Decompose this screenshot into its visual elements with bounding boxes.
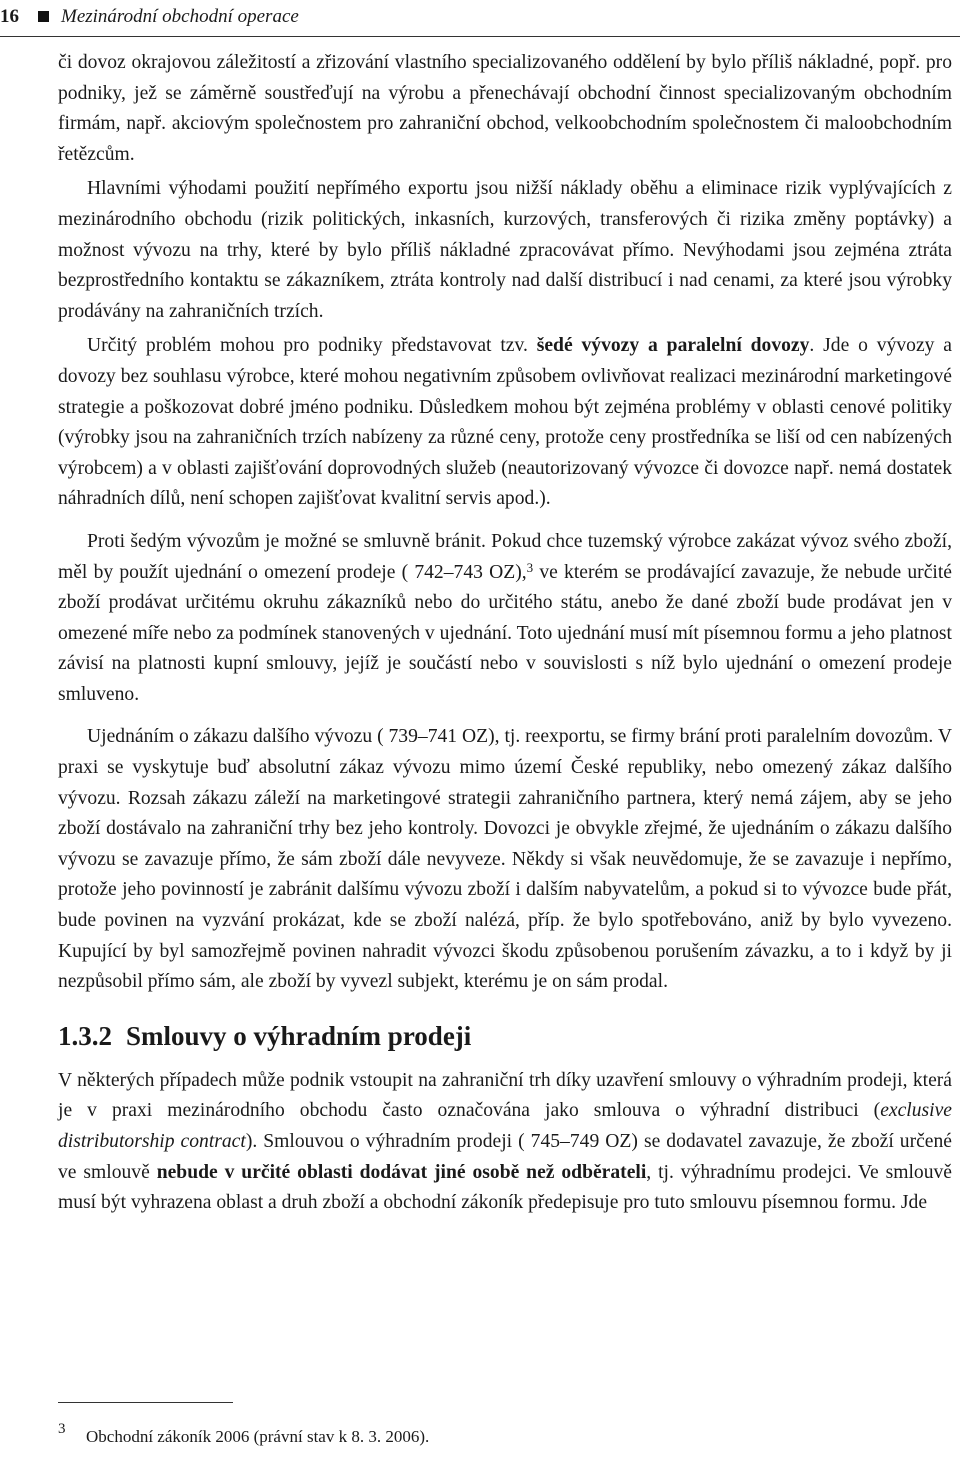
section-heading xyxy=(58,1018,952,1054)
paragraph-1: či dovoz okrajovou záležitostí a zřizování vlastního specializovaného oddělení by bylo příliš nákladné, popř. pro podniky, jež se záměrně soustřeďují na výrobu a přenechávají obchodní činnost specializovaným obchodním firmám, např. akciovým společnostem pro zahraniční obchod, velkoobchodním společnostem či maloobchodním řetězcům. xyxy=(58,52,952,165)
paragraph-6-text-a: V některých případech může podnik vstoupit na zahraniční trh díky uzavření smlouvy o výhradním prodeji, která je v praxi mezinárodního obchodu často označována jako smlouva o výhradní distribuci ( xyxy=(58,1069,952,1122)
page-number: 16 xyxy=(0,6,19,27)
section-number: 1.3.2 xyxy=(58,1020,112,1051)
paragraph-3-emphasis: šedé vývozy a paralelní dovozy xyxy=(536,335,810,357)
paragraph-4 xyxy=(58,527,952,711)
paragraph-6-text-c: , tj. výhradnímu prodejci. Ve smlouvě musí být vyhrazena oblast a druh zboží a obchodní zákoník předepisuje pro tuto smlouvu písemnou formu. Jde xyxy=(58,1161,952,1214)
footnote-reference: 3 xyxy=(526,559,534,575)
paragraph-3 xyxy=(58,331,952,515)
paragraph-3-text-b: . Jde o vývozy a dovozy bez souhlasu výrobce, které mohou negativním způsobem ovlivňovat realizaci mezinárodní marketingové strategie a poškozovat dobré jméno podniku. Důsledkem mohou být zejména problémy v oblasti cenové politiky (výrobky jsou na zahraničních trzích nabízeny za různé ceny, protože ceny prostředníka se liší od cen nabízených výrobcem) a v oblasti zajišťování doprovodných služeb (neautorizovaný vývozce či dovozce např. nemá dostatek náhradních dílů, není schopen zajišťovat kvalitní servis apod.). xyxy=(58,335,952,510)
square-bullet-icon xyxy=(38,11,49,22)
running-header xyxy=(0,2,960,32)
paragraph-6-emphasis: nebude v určité oblasti dodávat jiné osobě než odběrateli xyxy=(156,1161,647,1183)
paragraph-5: Ujednáním o zákazu dalšího vývozu ( 739–741 OZ), tj. reexportu, se firmy brání proti paralelním dovozům. V praxi se vyskytuje buď absolutní zákaz vývozu mimo území České republiky, nebo omezený zákaz dalšího vývozu. Rozsah zákazu záleží na marketingové strategii zahraničního partnera, který nemá zájem, aby se jeho zboží dostávalo na zahraniční trhy bez jeho kontroly. Dovozci je obvykle zřejmé, že ujednáním o zákazu dalšího vývozu se zavazuje přímo, že sám zboží dále nevyveze. Někdy si však neuvědomuje, že se zavazuje i nepřímo, protože jeho povinností je zabránit dalšímu vývozu zboží i dalším nabyvatelům, a pokud si to vývozce bude přát, bude povinen na vyzvání prokázat, kde se zboží nalézá, příp. že bylo spotřebováno, aniž by bylo vyvezeno. Kupující by byl samozřejmě povinen nahradit vývozci škodu způsobenou porušením závazku, a to i když by ji nezpůsobil přímo sám, ale zboží by vyvezl subjekt, kterému je on sám prodal. xyxy=(58,726,952,993)
paragraph-2: Hlavními výhodami použití nepřímého exportu jsou nižší náklady oběhu a eliminace rizik vyplývajících z mezinárodního obchodu (rizik politických, inkasních, kurzových, transferových či rizika změny poptávky) a možnost vývozu na trhy, které by bylo příliš nákladné zpracovávat přímo. Nevýhodami jsou zejména ztráta bezprostředního kontaktu se zákazníkem, ztráta kontroly nad další distribucí i nad cenami, za které jsou výrobky prodávány na zahraničních trzích. xyxy=(58,178,952,322)
footnote-divider xyxy=(58,1402,233,1403)
running-title: Mezinárodní obchodní operace xyxy=(61,6,299,27)
paragraph-6 xyxy=(58,1066,952,1219)
paragraph-6-italic-term: exclusive distributorship contract xyxy=(58,1100,952,1152)
paragraph-4-text-b: ve kterém se prodávající zavazuje, že nebude určité zboží prodávat určitému okruhu zákazníků nebo do určitého státu, anebo že dané zboží bude prodávat jen v omezené míře nebo za podmínek stanovených v ujednání. Toto ujednání musí mít písemnou formu a jeho platnost závisí na platnosti kupní smlouvy, jejíž je součástí nebo v souvislosti s níž bylo ujednání o omezení prodeje smluveno. xyxy=(58,561,952,705)
page-body xyxy=(58,48,952,1219)
paragraph-3-text-a: Určitý problém mohou pro podniky představovat tzv. xyxy=(87,335,537,357)
footnote-text: Obchodní zákoník 2006 (právní stav k 8. 3. 2006). xyxy=(86,1427,430,1446)
header-divider xyxy=(0,36,960,37)
paragraph-4-text-a: Proti šedým vývozům je možné se smluvně bránit. Pokud chce tuzemský výrobce zakázat vývoz svého zboží, měl by použít ujednání o omezení prodeje ( 742–743 OZ), xyxy=(58,530,952,583)
paragraph-6-text-b: ). Smlouvou o výhradním prodeji ( 745–749 OZ) se dodavatel zavazuje, že zboží určené ve smlouvě xyxy=(58,1131,952,1183)
section-title: Smlouvy o výhradním prodeji xyxy=(126,1020,472,1051)
footnote-number: 3 xyxy=(58,1421,66,1437)
